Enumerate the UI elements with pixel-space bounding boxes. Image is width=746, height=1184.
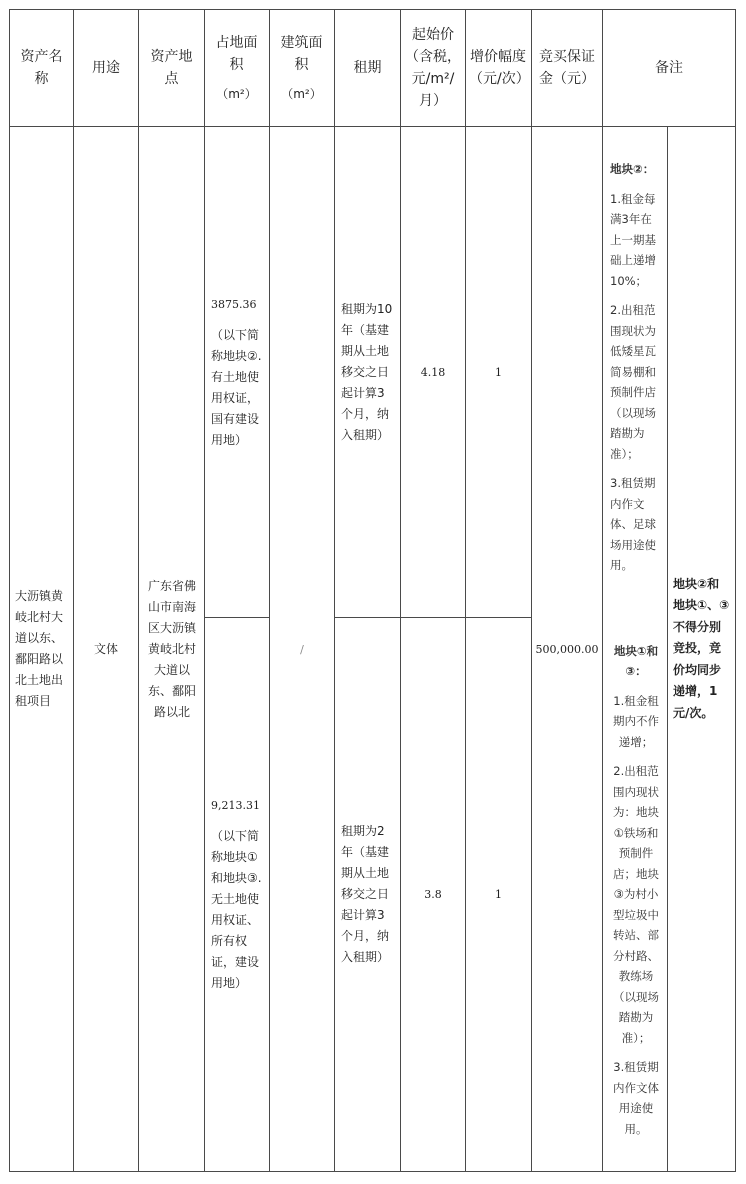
header-asset-name: 资产名称 [20,49,63,87]
column-divider [334,9,335,1172]
cell-usage: 文体 [93,641,118,656]
header-building-area-unit: （m²） [281,86,322,101]
land-area-note: （以下简称地块①和地块③.无土地使用权证、所有权证，建设用地） [211,829,262,990]
cell-start-price-plot-1-3: 3.8 [424,888,442,901]
header-deposit: 竞买保证金（元） [539,49,595,87]
remark-item: 3.租赁期内作文体、足球场用途使用。 [610,476,656,573]
remark-title: 地块①和③： [613,643,659,679]
remark-item: 2.出租范围现状为低矮星瓦简易棚和预制件店（以现场踏勘为准）； [610,303,656,461]
cell-location: 广东省佛山市南海区大沥镇黄岐北村大道以东、鄱阳路以北 [147,578,196,719]
column-divider [138,9,139,1172]
header-building-area: 建筑面积 （m²） [274,10,329,126]
cell-increment-plot-2: 1 [495,365,502,379]
header-start-price: 起始价（含税，元/m²/月） [405,27,461,109]
cell-land-area-plot-2 [211,127,265,617]
remarks-inner-divider [667,126,668,1172]
remark-item: 3.租赁期内作文体用途使用。 [613,1060,659,1136]
cell-remark-plot-1-3 [606,618,666,1171]
remark-item: 1.租金每满3年在上一期基础上递增10%； [610,191,656,288]
header-location: 资产地点 [150,49,193,87]
header-land-area-unit: （m²） [216,86,257,101]
cell-deposit: 500,000.00 [535,642,599,656]
table-border-right [735,9,736,1172]
header-lease-term: 租期 [353,60,382,76]
column-divider [204,9,205,1172]
cell-common-remark: 地块②和地块①、③不得分别竞投，竞价均同步递增，1元/次。 [673,576,730,720]
header-usage: 用途 [92,60,120,76]
header-remarks: 备注 [655,60,683,76]
land-area-value: 3875.36 [211,297,257,311]
cell-building-area: / [300,642,304,656]
cell-land-area-plot-1-3 [211,618,265,1171]
remark-title: 地块②： [610,162,655,177]
cell-start-price-plot-2: 4.18 [420,365,446,379]
remark-item: 1.租金租期内不作递增； [613,693,659,749]
cell-remark-plot-2 [606,127,666,617]
cell-lease-term-plot-1-3: 租期为2年（基建期从土地移交之日起计算3个月，纳入租期） [341,824,390,964]
cell-lease-term-plot-2: 租期为10年（基建期从土地移交之日起计算3个月，纳入租期） [341,301,393,442]
land-area-note: （以下简称地块②.有土地使用权证，国有建设用地） [211,327,262,447]
header-land-area: 占地面积 （m²） [209,10,264,126]
land-area-value: 9,213.31 [211,799,260,812]
cell-asset-name: 大沥镇黄岐北村大道以东、鄱阳路以北土地出租项目 [15,589,64,708]
column-divider [602,9,603,1172]
cell-increment-plot-1-3: 1 [495,888,502,901]
table-border-left [9,9,10,1172]
table-border-bottom [9,1171,736,1172]
remark-item: 2.出租范围内现状为：地块①铁场和预制件店；地块③为村小型垃圾中转站、部分村路、教练场（以现场踏勘为准）； [613,764,659,1045]
header-increment: 增价幅度（元/次） [469,49,530,87]
